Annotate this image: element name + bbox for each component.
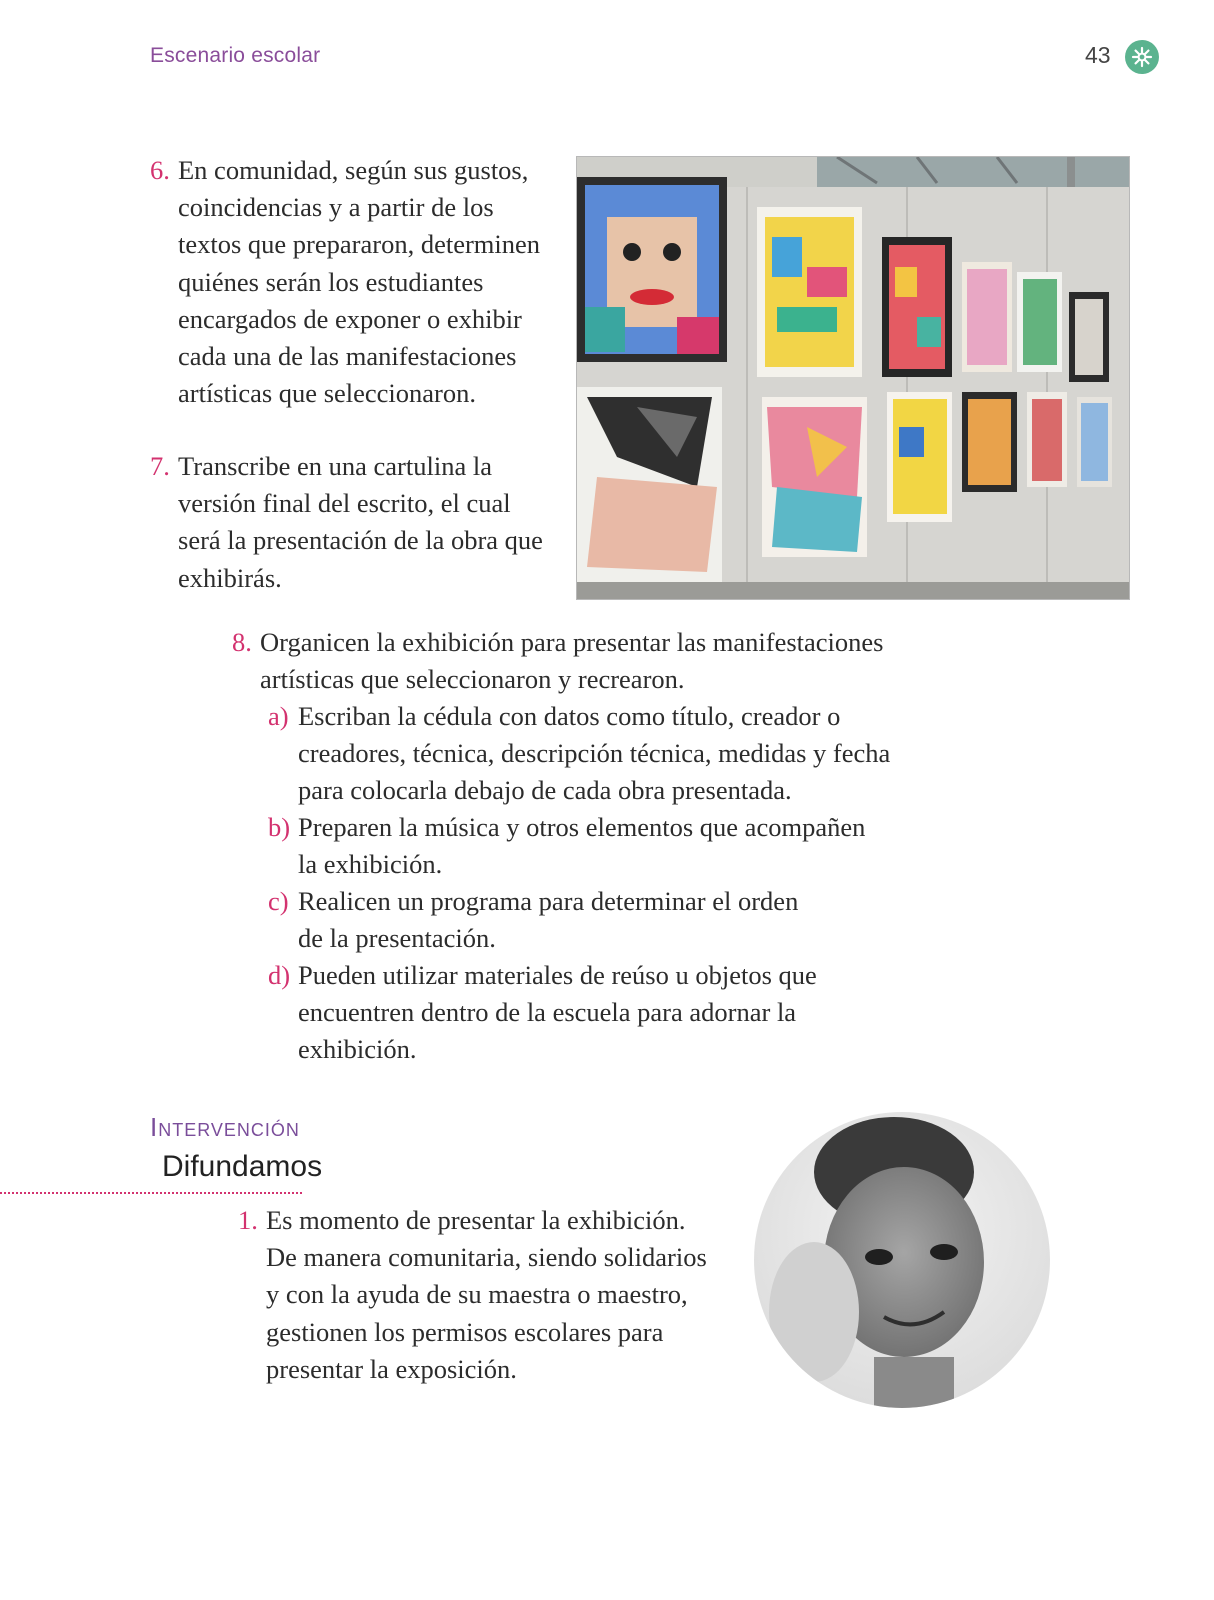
item-line: En comunidad, según sus gustos, (178, 155, 529, 185)
item-line: será la presentación de la obra que (178, 525, 543, 556)
subitem-letter: d) (268, 960, 291, 990)
item-line: De manera comunitaria, siendo solidarios (266, 1242, 707, 1273)
item-line: quiénes serán los estudiantes (178, 266, 484, 297)
item-line: versión final del escrito, el cual (178, 488, 511, 519)
item-line: creadores, técnica, descripción técnica, medidas y fecha (298, 738, 891, 769)
section-title: Intervención (150, 1112, 300, 1142)
item-line: Pueden utilizar materiales de reúso u objetos que (298, 960, 817, 990)
item-line: Es momento de presentar la exhibición. (266, 1205, 686, 1235)
page-number: 43 (1085, 42, 1111, 68)
item-line: y con la ayuda de su maestra o maestro, (266, 1279, 688, 1310)
item-number: 1. (238, 1205, 258, 1235)
collage-artwork-exhibition-photo (576, 156, 1130, 600)
item-line: presentar la exposición. (266, 1353, 517, 1384)
item-number: 8. (232, 627, 252, 657)
item-line: para colocarla debajo de cada obra presentada. (298, 775, 792, 806)
item-line: Escriban la cédula con datos como título, creador o (298, 701, 841, 731)
item-number: 6. (150, 155, 170, 185)
item-line: la exhibición. (298, 849, 443, 880)
item-line: de la presentación. (298, 923, 496, 954)
item-line: cada una de las manifestaciones (178, 341, 517, 372)
item-line: exhibición. (298, 1034, 417, 1065)
flower-badge-icon (1125, 40, 1159, 74)
item-line: Realicen un programa para determinar el orden (298, 886, 799, 916)
item-line: encargados de exponer o exhibir (178, 303, 522, 334)
subitem-letter: c) (268, 886, 289, 916)
section-subtitle: Difundamos (162, 1150, 323, 1183)
item-line: artísticas que seleccionaron y recrearon. (260, 664, 685, 695)
item-line: coincidencias y a partir de los (178, 192, 494, 223)
dotted-divider (0, 1192, 302, 1194)
subitem-letter: a) (268, 701, 289, 731)
smiling-girl-portrait-photo (754, 1112, 1050, 1408)
item-line: gestionen los permisos escolares para (266, 1316, 664, 1347)
subitem-letter: b) (268, 812, 291, 842)
item-line: Transcribe en una cartulina la (178, 451, 492, 481)
item-line: Preparen la música y otros elementos que acompañen (298, 812, 866, 842)
item-line: artísticas que seleccionaron. (178, 378, 476, 409)
item-line: Organicen la exhibición para presentar las manifestaciones (260, 627, 884, 657)
item-line: exhibirás. (178, 562, 282, 593)
item-line: encuentren dentro de la escuela para adornar la (298, 997, 797, 1028)
item-line: textos que prepararon, determinen (178, 229, 541, 260)
section-header-label: Escenario escolar (150, 44, 321, 67)
item-number: 7. (150, 451, 170, 481)
